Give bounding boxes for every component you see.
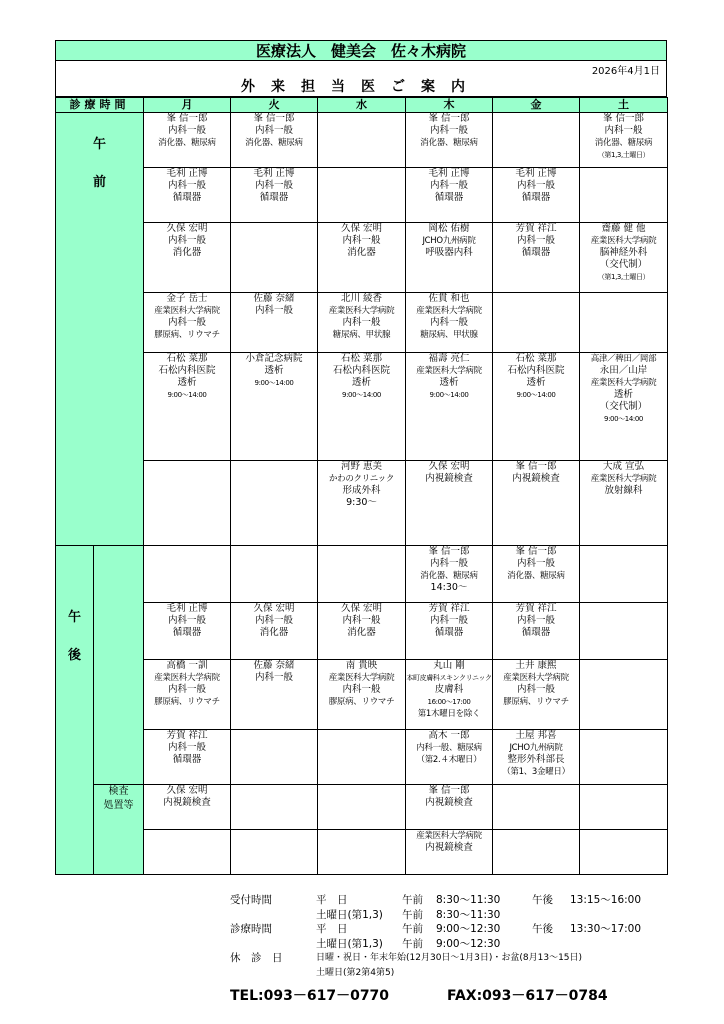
- slot-mon: [144, 223, 231, 293]
- slot-sat: [580, 293, 668, 353]
- am-label: 午前: [402, 923, 423, 935]
- slot-fri: [493, 603, 580, 660]
- slot-line: 毛利 正博: [515, 168, 557, 179]
- slot-line: 久保 宏明: [253, 603, 295, 614]
- slot-fri: [493, 223, 580, 293]
- slot-line: 本町皮膚科スキンクリニック: [406, 674, 492, 682]
- slot-line: 透析: [264, 365, 284, 376]
- slot-wed: [318, 223, 406, 293]
- slot-line: 久保 宏明: [166, 785, 208, 796]
- slot-tue: [231, 830, 318, 875]
- slot-wed: [318, 293, 406, 353]
- slot-line: 福壽 亮仁: [428, 353, 470, 364]
- slot-line: 産業医科大学病院: [590, 378, 657, 388]
- slot-thu: [406, 785, 493, 830]
- slot-mon: [144, 353, 231, 461]
- slot-sat: [580, 168, 668, 223]
- pm-row: [56, 603, 668, 660]
- slot-line: 金子 岳士: [166, 293, 208, 304]
- slot-line: 小倉記念病院: [245, 353, 303, 364]
- slot-line: 久保 宏明: [166, 223, 208, 234]
- slot-line: 産業医科大学病院: [154, 673, 220, 683]
- slot-line: 内視鏡検査: [512, 473, 560, 484]
- pm-row: [56, 730, 668, 785]
- slot-sat: [580, 830, 668, 875]
- slot-line: 河野 恵美: [340, 461, 383, 472]
- slot-line: 消化器、糖尿病: [158, 138, 216, 148]
- slot-line: 内視鏡検査: [425, 797, 473, 808]
- slot-wed: [318, 830, 406, 875]
- slot-line: 循環器: [521, 627, 551, 638]
- slot-mon: [144, 293, 231, 353]
- slot-line: 内科一般: [429, 615, 468, 626]
- slot-line: 毛利 正博: [253, 168, 295, 179]
- pm-row: [56, 660, 668, 730]
- am-label: 午前: [402, 894, 423, 906]
- slot-fri: [493, 113, 580, 168]
- am-row: [56, 113, 668, 168]
- slot-line: かわのクリニック: [328, 474, 395, 484]
- am-row: [56, 293, 668, 353]
- slot-mon: [144, 603, 231, 660]
- slot-line: 高橋 一訓: [166, 660, 208, 671]
- slot-line: 消化器: [259, 627, 289, 638]
- slot-line: 内科一般: [167, 742, 206, 753]
- slot-line: 9:30～: [346, 497, 377, 508]
- slot-thu: [406, 660, 493, 730]
- slot-line: 循環器: [172, 627, 202, 638]
- slot-line: 透析: [177, 377, 197, 388]
- slot-line: 放射線科: [604, 485, 643, 496]
- slot-line: 石松内科医院: [332, 365, 390, 376]
- slot-line: 毛利 正博: [166, 168, 208, 179]
- slot-line: 内科一般: [516, 684, 555, 695]
- am-row: [56, 461, 668, 546]
- slot-line: 14:30～: [430, 582, 468, 593]
- slot-tue: [231, 660, 318, 730]
- slot-line: 内視鏡検査: [425, 842, 473, 853]
- slot-line: 9:00～14:00: [516, 391, 556, 399]
- slot-line: 内科一般: [167, 180, 206, 191]
- pm-row: [56, 546, 668, 603]
- slot-wed: [318, 730, 406, 785]
- slot-line: 形成外科: [342, 485, 381, 496]
- slot-mon: [144, 113, 231, 168]
- slot-line: （第2.４木曜日）: [416, 755, 482, 765]
- slot-line: 南 貴映: [345, 660, 378, 671]
- slot-fri: [493, 830, 580, 875]
- slot-line: 内科一般: [516, 558, 555, 569]
- day-header-row: [56, 98, 668, 113]
- day-thu: 木: [406, 98, 493, 113]
- slot-mon: [144, 461, 231, 546]
- slot-thu: [406, 113, 493, 168]
- slot-line: 産業医科大学病院: [503, 673, 569, 683]
- morning-label-char: 午: [92, 137, 106, 152]
- slot-line: 循環器: [172, 192, 202, 203]
- slot-line: 内科一般: [604, 125, 643, 136]
- pm-label: 午後: [532, 894, 553, 906]
- day-sat: 土: [580, 98, 668, 113]
- slot-line: 内科一般: [167, 235, 206, 246]
- slot-thu: [406, 461, 493, 546]
- am-row: [56, 168, 668, 223]
- afternoon-label-char: 後: [67, 648, 81, 663]
- slot-line: 毛利 正博: [166, 603, 208, 614]
- slot-tue: [231, 113, 318, 168]
- slot-line: 佐藤 奈緒: [253, 660, 295, 671]
- slot-line: 内科一般: [342, 317, 381, 328]
- slot-line: 毛利 正博: [428, 168, 470, 179]
- consult-hours-label: 診療時間: [230, 923, 272, 935]
- slot-tue: [231, 603, 318, 660]
- slot-tue: [231, 730, 318, 785]
- slot-line: 佐藤 奈緒: [253, 293, 295, 304]
- am-label: 午前: [402, 908, 423, 921]
- slot-line: 内科一般: [167, 684, 206, 695]
- slot-line: 峯 信一郎: [428, 785, 470, 796]
- slot-thu: [406, 168, 493, 223]
- slot-line: 循環器: [172, 754, 202, 765]
- slot-wed: [318, 603, 406, 660]
- afternoon-label-ext: [94, 546, 144, 785]
- slot-fri: [493, 730, 580, 785]
- slot-line: 内科一般: [342, 615, 381, 626]
- slot-line: 内科一般: [254, 180, 293, 191]
- closed-days-2: 土曜日(第2第4第5): [316, 967, 395, 978]
- slot-sat: [580, 461, 668, 546]
- slot-line: 内科一般: [429, 558, 468, 569]
- kensa-row: [56, 830, 668, 875]
- slot-line: 産業医科大学病院: [590, 474, 657, 484]
- slot-line: 石松内科医院: [158, 365, 216, 376]
- day-fri: 金: [493, 98, 580, 113]
- consult-weekday-am: 9:00～12:30: [436, 923, 501, 935]
- slot-line: 産業医科大学病院: [328, 306, 395, 316]
- slot-line: 内科一般: [254, 125, 293, 136]
- slot-line: 脳神経外科: [599, 247, 648, 258]
- slot-line: 循環器: [521, 192, 551, 203]
- reception-weekday-pm: 13:15～16:00: [570, 894, 642, 906]
- slot-thu: [406, 730, 493, 785]
- slot-wed: [318, 660, 406, 730]
- slot-line: 消化器: [172, 247, 202, 258]
- slot-line: 内科一般: [254, 615, 293, 626]
- slot-line: 内科一般: [342, 684, 381, 695]
- slot-line: 消化器、糖尿病: [245, 138, 303, 148]
- slot-line: （第1,3,土曜日）: [597, 151, 650, 159]
- slot-line: 産業医科大学病院: [416, 306, 482, 316]
- slot-tue: [231, 168, 318, 223]
- slot-tue: [231, 353, 318, 461]
- slot-line: （第1,3,土曜日）: [597, 273, 650, 281]
- slot-line: 産業医科大学病院: [416, 831, 482, 841]
- slot-wed: [318, 546, 406, 603]
- slot-wed: [318, 113, 406, 168]
- slot-mon: [144, 830, 231, 875]
- slot-line: 循環器: [259, 192, 289, 203]
- slot-fri: [493, 546, 580, 603]
- slot-mon: [144, 730, 231, 785]
- slot-mon: [144, 660, 231, 730]
- slot-line: 9:00～14:00: [167, 391, 207, 399]
- slot-tue: [231, 223, 318, 293]
- slot-fri: [493, 353, 580, 461]
- issue-date: 2026年4月1日: [591, 66, 660, 77]
- am-label: 午前: [402, 937, 423, 950]
- slot-line: 高木 一郎: [428, 730, 470, 741]
- day-wed: 水: [318, 98, 406, 113]
- slot-fri: [493, 293, 580, 353]
- slot-sat: [580, 603, 668, 660]
- slot-line: 透析: [351, 377, 371, 388]
- slot-line: 産業医科大学病院: [154, 306, 220, 316]
- hours-header: 診療時間: [56, 98, 144, 113]
- slot-tue: [231, 785, 318, 830]
- slot-line: JCHO九州病院: [422, 236, 476, 246]
- slot-line: 膠原病、リウマチ: [154, 697, 220, 707]
- slot-line: 9:00～14:00: [604, 415, 643, 423]
- slot-line: 内科一般: [254, 305, 293, 316]
- slot-mon: [144, 168, 231, 223]
- consult-weekday-pm: 13:30～17:00: [570, 923, 642, 935]
- slot-line: 9:00～14:00: [429, 391, 469, 399]
- slot-fri: [493, 785, 580, 830]
- slot-mon: [144, 785, 231, 830]
- slot-line: 高津／稗田／岡部: [590, 354, 657, 364]
- slot-line: 大成 宣弘: [602, 461, 645, 472]
- slot-line: 膠原病、リウマチ: [328, 697, 395, 707]
- slot-thu: [406, 830, 493, 875]
- slot-line: 16:00～17:00: [427, 698, 471, 706]
- slot-line: 第1木曜日を除く: [417, 709, 481, 719]
- slot-line: 循環器: [434, 192, 464, 203]
- slot-sat: [580, 223, 668, 293]
- saturday-label: 土曜日(第1,3): [316, 937, 383, 950]
- slot-line: 糖尿病、甲状腺: [332, 330, 391, 340]
- subtitle-box: [55, 60, 667, 97]
- slot-line: 消化器、糖尿病: [420, 138, 478, 148]
- slot-line: 久保 宏明: [340, 223, 383, 234]
- afternoon-label: [56, 546, 94, 875]
- slot-line: 膠原病、リウマチ: [503, 697, 569, 707]
- slot-line: 齋藤 健 他: [601, 223, 646, 234]
- schedule-table: [55, 97, 668, 875]
- slot-line: 内科一般: [429, 125, 468, 136]
- slot-wed: [318, 168, 406, 223]
- slot-tue: [231, 546, 318, 603]
- slot-tue: [231, 293, 318, 353]
- slot-line: 佐貫 和也: [428, 293, 470, 304]
- slot-line: 呼吸器内科: [425, 247, 473, 258]
- slot-line: 石松 菜那: [166, 353, 208, 364]
- slot-line: 芳賀 祥江: [515, 603, 557, 614]
- morning-label-char: 前: [92, 175, 106, 190]
- slot-line: 9:00～14:00: [254, 379, 294, 387]
- slot-line: （交代制）: [599, 401, 648, 412]
- slot-wed: [318, 461, 406, 546]
- slot-line: 峯 信一郎: [515, 461, 557, 472]
- slot-sat: [580, 730, 668, 785]
- slot-line: 峯 信一郎: [166, 113, 208, 124]
- slot-line: 岡松 佑樹: [428, 223, 470, 234]
- slot-line: 内視鏡検査: [425, 473, 473, 484]
- slot-fri: [493, 660, 580, 730]
- slot-line: 内視鏡検査: [163, 797, 211, 808]
- slot-line: 芳賀 祥江: [428, 603, 470, 614]
- slot-line: 石松内科医院: [507, 365, 565, 376]
- slot-line: 透析: [613, 389, 633, 400]
- slot-line: 久保 宏明: [340, 603, 383, 614]
- slot-line: 消化器、糖尿病: [507, 571, 565, 581]
- slot-line: 内科一般: [254, 672, 293, 683]
- slot-line: （第1、3金曜日）: [502, 767, 570, 777]
- examination-label: [94, 785, 144, 875]
- slot-line: 9:00～14:00: [342, 391, 381, 399]
- weekday-label: 平 日: [316, 923, 348, 935]
- slot-line: 内科一般: [516, 180, 555, 191]
- slot-wed: [318, 785, 406, 830]
- slot-line: 内科一般: [429, 317, 468, 328]
- slot-thu: [406, 603, 493, 660]
- phone-number: TEL:093－617－0770: [230, 988, 390, 1004]
- morning-label: [56, 113, 144, 546]
- slot-sat: [580, 660, 668, 730]
- slot-sat: [580, 113, 668, 168]
- afternoon-label-char: 午: [67, 610, 81, 625]
- slot-line: 北川 綾香: [340, 293, 383, 304]
- slot-line: 芳賀 祥江: [166, 730, 208, 741]
- slot-line: 永田／山岸: [599, 365, 648, 376]
- pm-label: 午後: [532, 923, 553, 935]
- day-tue: 火: [231, 98, 318, 113]
- slot-line: 産業医科大学病院: [416, 366, 482, 376]
- slot-thu: [406, 223, 493, 293]
- slot-wed: [318, 353, 406, 461]
- slot-line: 峯 信一郎: [515, 546, 557, 557]
- am-row: [56, 353, 668, 461]
- hospital-name-banner: 医療法人 健美会 佐々木病院: [55, 40, 667, 61]
- slot-line: 土井 康熙: [515, 660, 557, 671]
- slot-line: 消化器、糖尿病: [420, 571, 478, 581]
- slot-line: 循環器: [521, 247, 551, 258]
- slot-line: 膠原病、リウマチ: [154, 330, 220, 340]
- slot-line: 内科一般: [167, 615, 206, 626]
- am-row: [56, 223, 668, 293]
- day-mon: 月: [144, 98, 231, 113]
- slot-line: 内科一般: [342, 235, 381, 246]
- slot-mon: [144, 546, 231, 603]
- slot-line: 糖尿病、甲状腺: [420, 330, 478, 340]
- slot-tue: [231, 461, 318, 546]
- slot-line: 石松 菜那: [515, 353, 557, 364]
- slot-line: 産業医科大学病院: [590, 236, 657, 246]
- examination-label-line: 検査: [108, 786, 129, 797]
- slot-line: 内科一般: [429, 180, 468, 191]
- slot-line: 整形外科部長: [507, 754, 565, 765]
- slot-line: 消化器、糖尿病: [594, 138, 653, 148]
- fax-number: FAX:093－617－0784: [447, 988, 608, 1004]
- slot-line: 久保 宏明: [428, 461, 470, 472]
- slot-line: JCHO九州病院: [509, 743, 563, 753]
- slot-sat: [580, 353, 668, 461]
- reception-weekday-am: 8:30～11:30: [436, 894, 501, 906]
- slot-line: 土屋 邦喜: [515, 730, 557, 741]
- weekday-label: 平 日: [316, 894, 348, 906]
- slot-line: 循環器: [434, 627, 464, 638]
- slot-line: 内科一般: [167, 125, 206, 136]
- slot-sat: [580, 785, 668, 830]
- consult-sat-am: 9:00～12:30: [436, 937, 501, 950]
- slot-line: 内科一般: [516, 615, 555, 626]
- slot-thu: [406, 293, 493, 353]
- slot-line: 峯 信一郎: [428, 546, 470, 557]
- slot-line: 内科一般: [516, 235, 555, 246]
- saturday-label: 土曜日(第1,3): [316, 908, 383, 921]
- kensa-row: [56, 785, 668, 830]
- closed-days-1: 日曜・祝日・年末年始(12月30日～1月3日)・お盆(8月13～15日): [316, 953, 583, 963]
- slot-line: 皮膚科: [434, 684, 464, 695]
- slot-line: 内科一般: [167, 317, 206, 328]
- slot-line: 透析: [526, 377, 546, 388]
- reception-hours-label: 受付時間: [230, 894, 272, 906]
- slot-line: 峯 信一郎: [253, 113, 295, 124]
- reception-sat-am: 8:30～11:30: [436, 908, 501, 921]
- slot-line: 峯 信一郎: [602, 113, 645, 124]
- slot-fri: [493, 168, 580, 223]
- slot-sat: [580, 546, 668, 603]
- slot-line: 産業医科大学病院: [328, 673, 395, 683]
- slot-line: 消化器: [347, 247, 376, 258]
- slot-line: 透析: [439, 377, 459, 388]
- closed-days-label: 休 診 日: [230, 952, 283, 964]
- slot-line: 峯 信一郎: [428, 113, 470, 124]
- slot-line: 丸山 剛: [433, 660, 465, 671]
- slot-line: 消化器: [347, 627, 376, 638]
- examination-label-line: 処置等: [103, 800, 134, 811]
- slot-line: 内科一般、糖尿病: [416, 743, 482, 753]
- slot-thu: [406, 353, 493, 461]
- slot-line: （交代制）: [599, 259, 648, 270]
- slot-line: 石松 菜那: [340, 353, 383, 364]
- page-title: 外来担当医ご案内: [241, 79, 481, 95]
- slot-fri: [493, 461, 580, 546]
- slot-line: 芳賀 祥江: [515, 223, 557, 234]
- slot-thu: [406, 546, 493, 603]
